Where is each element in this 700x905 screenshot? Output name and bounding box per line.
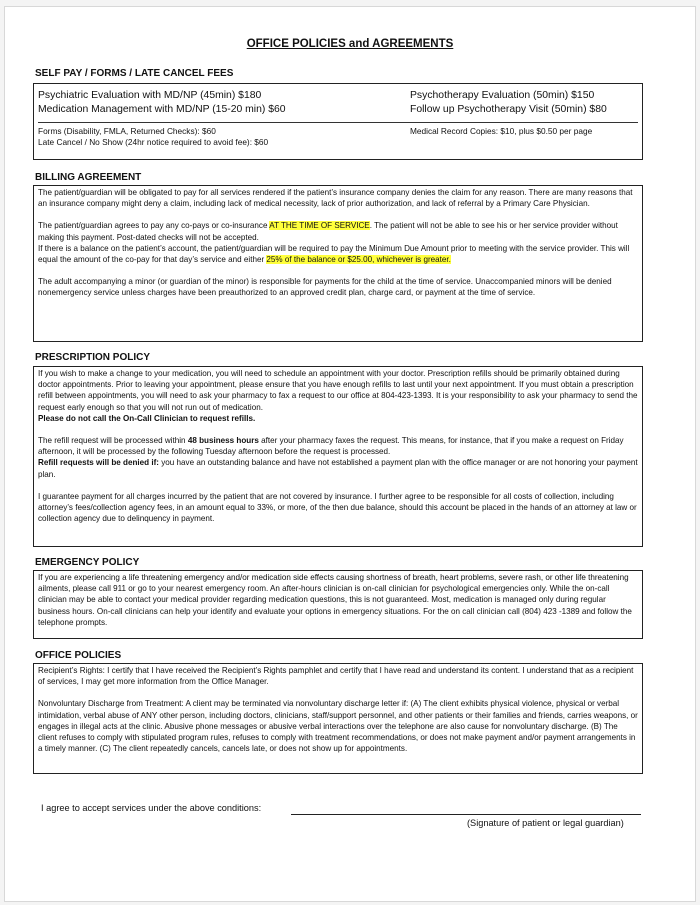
nonvoluntary-discharge-paragraph: Nonvoluntary Discharge from Treatment: A client may be terminated via nonvoluntary discharge letter if: (A) The client exhibits physical violence, physical or verbal intimidation, verbal abuse of ANY other person, including doctors, clinicians, staff/support personnel, and other patients or their families and friends, carries weapons, or engages in illegal acts at the clinic. Abusive phone messages or abusive verbal interactions over the telephone are also cause for nonvoluntary discharge. (B) The client refuses to comply with stipulated program rules, refuses to comply with treatment recommendations, or does not make payment and/or payment arrangements in a timely manner. (C) The client repeatedly cancels, cancels late, or does not show up for appointments. (38, 699, 638, 754)
signature-line[interactable] (291, 814, 641, 815)
agreement-statement: I agree to accept services under the above conditions: (41, 803, 262, 813)
highlight-minimum-due: 25% of the balance or $25.00, whichever is greater. (266, 255, 451, 265)
fee-row (38, 89, 638, 103)
fee-psychiatric-eval: Psychiatric Evaluation with MD/NP (45min) $180 (38, 90, 262, 101)
self-pay-heading: SELF PAY / FORMS / LATE CANCEL FEES (35, 68, 234, 79)
emergency-heading: EMERGENCY POLICY (35, 557, 140, 568)
fee-followup-psychotherapy: Follow up Psychotherapy Visit (50min) $80 (410, 103, 607, 115)
billing-box (33, 185, 643, 342)
signature-caption: (Signature of patient or legal guardian) (467, 818, 624, 828)
prescription-box (33, 366, 643, 547)
fee-forms: Forms (Disability, FMLA, Returned Checks): $60 (38, 126, 216, 136)
office-policies-box (33, 663, 643, 774)
emergency-box (33, 570, 643, 639)
recipient-rights-paragraph: Recipient’s Rights: I certify that I have received the Recipient’s Rights pamphlet and certify that I have read and understand its content. I understand that as a recipient of services, I may get more information from the Office Manager. (38, 666, 634, 687)
prescription-heading: PRESCRIPTION POLICY (35, 352, 151, 363)
fee-medical-records: Medical Record Copies: $10, plus $0.50 per page (410, 126, 593, 136)
prescription-paragraph-3: I guarantee payment for all charges incurred by the patient that are not covered by insurance. I further agree to be responsible for all costs of collection, including attorney’s fees/collection agency fees, in an amount equal to 33%, or more, of the then due balance, should this account be placed in the hands of an attorney at law or collection agency due to delinquency in payment. (38, 491, 637, 524)
fee-medication-management: Medication Management with MD/NP (15-20 min) $60 (38, 103, 286, 115)
document-page (4, 6, 696, 902)
billing-paragraph-1: The patient/guardian will be obligated to pay for all services rendered if the patient’s insurance company denies the claim for any reason. There are many reasons that an insurance company might deny a claim, including lack of medical necessity, lack of prior authorization, and lack of referral by a Primary Care Physician. (38, 188, 633, 209)
page-title: OFFICE POLICIES and AGREEMENTS (246, 38, 454, 50)
fee-row (38, 126, 638, 137)
divider (38, 122, 638, 123)
billing-heading: BILLING AGREEMENT (35, 172, 142, 183)
self-pay-box (33, 83, 643, 160)
highlight-time-of-service: AT THE TIME OF SERVICE (269, 221, 370, 231)
prescription-paragraph-2: The refill request will be processed within 48 business hours after your pharmacy faxes the request. This means, for instance, that if you make a request on Friday afternoon, it will be processed by the following Tuesday afternoon before the request is processed. Refill requests will be denied if: you have an outstanding balance and have not established a payment plan with the office manager or are not honoring your payment plan. (38, 436, 638, 479)
billing-paragraph-3: The adult accompanying a minor (or guardian of the minor) is responsible for payments for the child at the time of service. Unaccompanied minors will be denied nonemergency service unless charges have been preauthorized to an approved credit plan, charge card, or payment at the time of service. (38, 277, 612, 298)
fee-row (38, 103, 638, 117)
fee-late-cancel: Late Cancel / No Show (24hr notice required to avoid fee): $60 (38, 137, 269, 148)
billing-paragraph-2: The patient/guardian agrees to pay any co-pays or co-insurance AT THE TIME OF SERVICE. The patient will not be able to see his or her service provider without making this payment. Post-dated checks will not be accepted. If there is a balance on the patient’s account, the patient/guardian will be required to pay the Minimum Due Amount prior to meeting with the service provider. This will equal the amount of the co-pay for that day’s service and either 25% of the balance or $25.00, whichever is greater. (38, 221, 630, 265)
no-oncall-refills-notice: Please do not call the On-Call Clinician to request refills. (38, 413, 256, 423)
emergency-paragraph: If you are experiencing a life threatening emergency and/or medication side effects causing shortness of breath, heart problems, severe rash, or other life threatening ailments, please call 911 or go to your nearest emergency room. An after-hours clinician is on-call clinician for psychological emergencies only. While the on-call clinician may be able to contact your medical provider regarding medication questions, this is not guaranteed. Most, medication is managed only during regular business hours. On-call clinicians can help your identify and evaluate your options in emergency situations. For the on call clinician call (804) 423 -1389 and follow the telephone prompts. (38, 573, 632, 627)
prescription-paragraph-1: If you wish to make a change to your medication, you will need to schedule an appointment with your doctor. Prescription refills should be primarily obtained during doctor appointments. Prior to leaving your appointment, please ensure that you have enough refills to last until your next appointment. If you must obtain a prescription refill between appointments, you will need to ask your pharmacy to fax a request to our office at 804-423-1393. It is your responsibility to ask your pharmacy to send the request early enough so that you will not run out of medication. Please do not call the On-Call Clinician to request refills. (38, 369, 638, 423)
office-policies-heading: OFFICE POLICIES (35, 650, 122, 661)
fee-psychotherapy-eval: Psychotherapy Evaluation (50min) $150 (410, 90, 595, 101)
fee-row (38, 137, 638, 148)
